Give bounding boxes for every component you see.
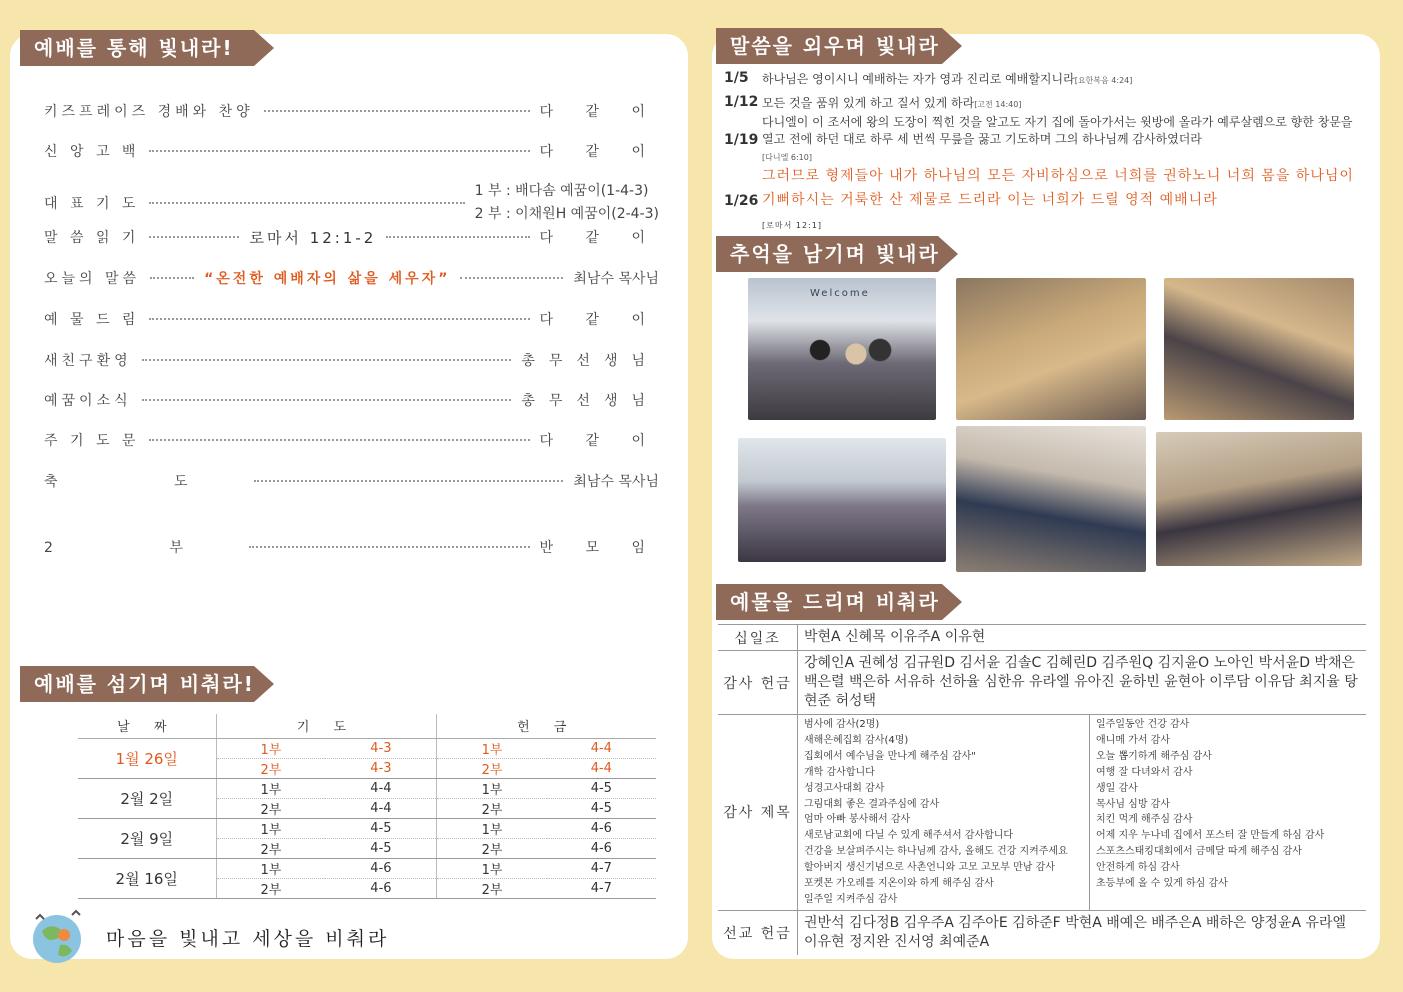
- thanks-title-item: 스포츠스태킹대회에서 금메달 따게 해주심 감사: [1096, 846, 1302, 858]
- order-label: 오늘의 말씀: [44, 271, 141, 287]
- schedule-header-offering: 헌 금: [437, 714, 656, 738]
- thanks-titles-row: [718, 715, 1366, 911]
- order-label: 대 표 기 도: [44, 196, 140, 212]
- offering-banner: 예물을 드리며 비춰라!: [716, 584, 942, 620]
- offering-table: [718, 624, 1366, 955]
- thanks-title-item: 성경고사대회 감사: [804, 782, 885, 794]
- schedule-date: 2월 2일: [78, 778, 216, 818]
- order-row: [44, 387, 659, 413]
- thanks-title-item: 치킨 먹게 해주심 감사: [1096, 814, 1193, 826]
- thanks-title-item: 목사님 심방 감사: [1096, 798, 1170, 810]
- order-label: 예꿈이소식: [44, 393, 132, 409]
- offering-cell: 1부: [437, 778, 547, 798]
- offering-cell: 1부: [437, 818, 547, 838]
- order-leader: 다 같 이: [539, 230, 659, 246]
- offering-cell: 4-5: [547, 798, 656, 818]
- order-row: [44, 306, 659, 332]
- prayer-cell: 4-4: [325, 778, 436, 798]
- sermon-title: “온전한 예배자의 삶을 세우자”: [204, 271, 451, 287]
- order-leader: 다 같 이: [539, 104, 659, 120]
- order-leader: 다 같 이: [539, 312, 659, 328]
- scripture-reference: 로마서 12:1-2: [249, 228, 377, 247]
- order-leader: 최남수 목사님: [573, 271, 659, 287]
- thanks-title-item: 안전하게 하심 감사: [1096, 862, 1180, 874]
- thanks-title-item: 개학 감사합니다: [804, 766, 875, 778]
- prayer-leaders: [475, 180, 659, 226]
- schedule-date: 2월 16일: [78, 858, 216, 898]
- verse-ref: [로마서 12:1]: [762, 221, 822, 230]
- photo-welcome-group: Welcome: [748, 278, 936, 420]
- prayer-cell: 4-6: [325, 858, 436, 878]
- offering-cell: 4-4: [547, 758, 656, 778]
- thanks-names: 강혜인A 권혜성 김규원D 김서윤 김솔C 김혜린D 김주원Q 김지윤O 노아인 박서윤D 박채은 백은렬 백은하 서유하 선하율 심한유 유라엘 유아진 윤하빈 윤현아 이루담 이유담 최지율 탕현준 허성택: [804, 655, 1358, 709]
- order-label: 키즈프레이즈 경배와 찬양: [44, 104, 254, 120]
- offering-cell: 4-6: [547, 818, 656, 838]
- prayer-cell: 1부: [216, 738, 325, 758]
- photo-classroom-1: [956, 278, 1146, 420]
- verse-text: 하나님은 영이시니 예배하는 자가 영과 진리로 예배할지니라[요한복음 4:24]: [762, 72, 1133, 86]
- thanks-titles-left: [798, 715, 1090, 910]
- thanks-row: [718, 651, 1366, 715]
- photo-table-1: [956, 426, 1146, 572]
- serve-banner: 예배를 섬기며 비춰라!: [20, 666, 254, 702]
- thanks-title-item: 범사에 감사(2명): [804, 719, 880, 730]
- thanks-title-item: 새로남교회에 다닐 수 있게 해주셔서 감사합니다: [804, 830, 1014, 842]
- order-row: [44, 180, 659, 226]
- verse-row: [724, 114, 1354, 166]
- thanks-title-item: 건강을 보살펴주시는 하나님께 감사, 올해도 건강 지켜주세요: [804, 846, 1068, 858]
- verse-date: 1/5: [724, 70, 749, 86]
- photo-table-2: [1156, 432, 1362, 566]
- thanks-titles: [798, 715, 1366, 910]
- order-row: [44, 265, 659, 291]
- schedule-row: [78, 858, 656, 878]
- order-row: [44, 468, 659, 494]
- verse-text: 모든 것을 품위 있게 하고 질서 있게 하라[고전 14:40]: [762, 96, 1022, 110]
- thanks-title-item: 그림대회 좋은 결과주심에 감사: [804, 798, 940, 810]
- thanks-title-item: 일주일동안 건강 감사: [1096, 719, 1190, 730]
- photo-classroom-2: [1164, 278, 1354, 420]
- order-leader: 총무선생님: [521, 353, 659, 369]
- thanks-title-item: 초등부에 올 수 있게 하심 감사: [1096, 878, 1228, 890]
- prayer-cell: 2부: [216, 838, 325, 858]
- offering-cell: 4-4: [547, 738, 656, 758]
- schedule-header-date: 날 짜: [78, 714, 216, 738]
- order-leader: 최남수 목사님: [573, 474, 659, 490]
- prayer-cell: 4-3: [325, 758, 436, 778]
- photo-stage: [738, 438, 946, 562]
- mission-row: [718, 911, 1366, 955]
- order-leader: 반 모 임: [539, 540, 659, 556]
- tithe-names: 박현A 신혜목 이유주A 이유현: [804, 629, 986, 645]
- memory-verses: [716, 70, 1366, 230]
- prayer-leader: 2 부 : 이채원H 예꿈이(2-4-3): [474, 206, 659, 222]
- prayer-cell: 4-5: [325, 818, 436, 838]
- offering-cell: 2부: [437, 838, 547, 858]
- verse-row-current: [724, 164, 1354, 238]
- prayer-cell: 1부: [216, 818, 325, 838]
- offering-cell: 4-5: [547, 778, 656, 798]
- verse-ref: [고전 14:40]: [974, 100, 1022, 109]
- offering-cell: 4-7: [547, 858, 656, 878]
- schedule-date: 2월 9일: [78, 818, 216, 858]
- memories-banner: 추억을 남기며 빛내라!: [716, 236, 938, 272]
- order-label: 축 도: [44, 474, 244, 490]
- thanks-label: 감사 헌금: [718, 651, 798, 714]
- schedule-row: [78, 818, 656, 838]
- prayer-cell: 4-5: [325, 838, 436, 858]
- order-label: 새친구환영: [44, 353, 132, 369]
- order-label: 예 물 드 림: [44, 312, 140, 328]
- order-leader: 다 같 이: [539, 144, 659, 160]
- prayer-leader: 1 부 : 배다솜 예꿈이(1-4-3): [474, 183, 649, 199]
- order-row: [44, 347, 659, 373]
- thanks-title-item: 집회에서 예수님을 만나게 해주심 감사": [804, 750, 976, 762]
- offering-cell: 1부: [437, 858, 547, 878]
- prayer-cell: 2부: [216, 878, 325, 898]
- order-leader: 총무선생님: [521, 393, 659, 409]
- order-row: [44, 224, 659, 250]
- globe-logo: [22, 905, 92, 967]
- serve-schedule-table: [78, 714, 656, 899]
- thanks-title-item: 새해은혜집회 감사(4명): [804, 734, 909, 746]
- thanks-title-item: 여행 잘 다녀와서 감사: [1096, 766, 1193, 778]
- verse-text: 그러므로 형제들아 내가 하나님의 모든 자비하심으로 너희를 권하노니 너희 몸을 하나님이 기뻐하시는 거룩한 산 제물로 드리라 이는 너희가 드릴 영적 예배니라 [로마서 12:1]: [762, 168, 1354, 230]
- order-label: 주 기 도 문: [44, 433, 140, 449]
- prayer-cell: 2부: [216, 758, 325, 778]
- order-label: 신 앙 고 백: [44, 144, 140, 160]
- thanks-title-item: 생일 감사: [1096, 782, 1138, 794]
- thanks-title-item: 일주일 지켜주심 감사: [804, 893, 898, 905]
- verse-row: [724, 70, 1132, 87]
- order-label: 2 부: [44, 540, 239, 556]
- thanks-title-item: 포켓몬 가오레를 지온이와 하게 해주심 감사: [804, 878, 994, 890]
- prayer-cell: 1부: [216, 858, 325, 878]
- order-label: 말 씀 읽 기: [44, 230, 140, 246]
- verse-ref: [요한복음 4:24]: [1074, 76, 1133, 85]
- schedule-row: [78, 738, 656, 758]
- order-row: [44, 138, 659, 164]
- thanks-title-item: 애니메 가서 감사: [1096, 734, 1170, 746]
- tithe-row: [718, 625, 1366, 651]
- verse-date: 1/12: [724, 94, 759, 110]
- order-leader: 다 같 이: [539, 433, 659, 449]
- thanks-title-item: 할아버지 생신기념으로 사촌언니와 고모 고모부 만남 감사: [804, 862, 1055, 874]
- thanks-titles-label: 감사 제목: [718, 715, 798, 910]
- motto: 마음을 빛내고 세상을 비춰라: [106, 928, 390, 950]
- offering-cell: 1부: [437, 738, 547, 758]
- memorize-banner: 말씀을 외우며 빛내라!: [716, 28, 942, 64]
- offering-cell: 2부: [437, 878, 547, 898]
- verse-date: 1/19: [724, 132, 759, 148]
- schedule-date: 1월 26일: [78, 738, 216, 778]
- thanks-title-item: 엄마 아빠 봉사해서 감사: [804, 814, 911, 826]
- thanks-titles-right: [1090, 715, 1330, 910]
- offering-cell: 4-7: [547, 878, 656, 898]
- thanks-title-item: 오늘 뽑기하게 해주심 감사: [1096, 750, 1212, 762]
- worship-order-banner: 예배를 통해 빛내라!: [20, 30, 254, 66]
- order-row: [44, 427, 659, 453]
- prayer-cell: 1부: [216, 778, 325, 798]
- prayer-cell: 4-3: [325, 738, 436, 758]
- verse-ref: [다니엘 6:10]: [762, 153, 812, 162]
- offering-cell: 2부: [437, 798, 547, 818]
- mission-label: 선교 헌금: [718, 911, 798, 955]
- verse-date: 1/26: [724, 193, 759, 209]
- order-row: [44, 98, 659, 124]
- offering-cell: 2부: [437, 758, 547, 778]
- prayer-cell: 4-4: [325, 798, 436, 818]
- schedule-header-prayer: 기 도: [216, 714, 437, 738]
- schedule-row: [78, 778, 656, 798]
- thanks-title-item: 어제 지우 누나네 집에서 포스터 잘 만들게 하심 감사: [1096, 830, 1325, 842]
- tithe-label: 십일조: [718, 625, 798, 650]
- order-row: [44, 534, 659, 560]
- verse-text: 다니엘이 이 조서에 왕의 도장이 찍힌 것을 알고도 자기 집에 돌아가서는 윗방에 올라가 예루살렘으로 향한 창문을 열고 전에 하던 대로 하루 세 번씩 무릎을 꿇고 기도하며 그의 하나님께 감사하였더라 [다니엘 6:10]: [762, 115, 1353, 162]
- mission-names: 권반석 김다정B 김우주A 김주아E 김하준F 박현A 배예은 배주은A 배하은 양정윤A 유라엘 이유현 정지완 진서영 최예준A: [804, 914, 1347, 950]
- verse-row: [724, 94, 1021, 111]
- offering-cell: 4-6: [547, 838, 656, 858]
- prayer-cell: 2부: [216, 798, 325, 818]
- prayer-cell: 4-6: [325, 878, 436, 898]
